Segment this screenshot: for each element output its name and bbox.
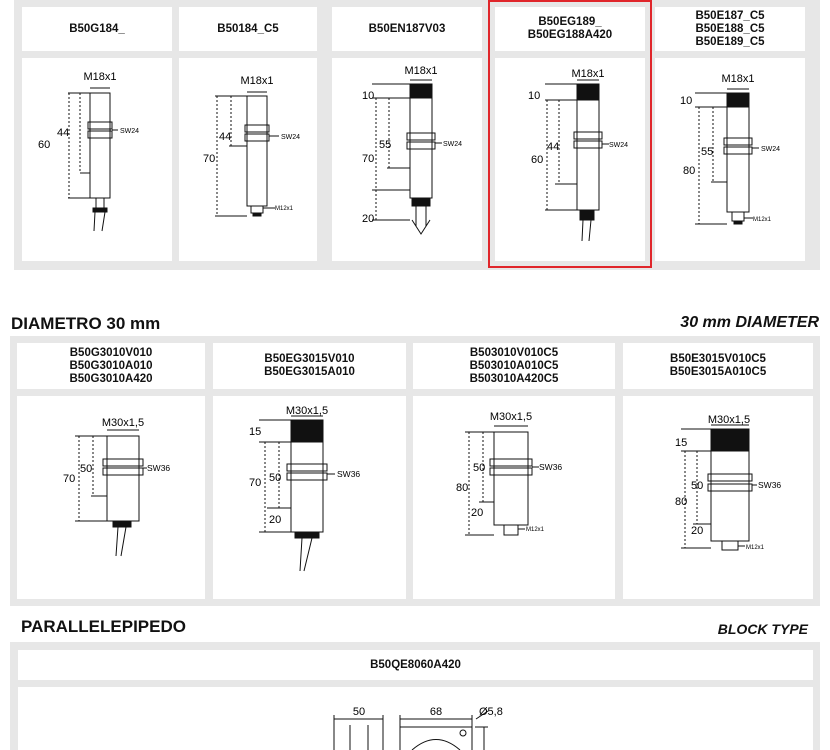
sensor-drawing <box>332 58 482 261</box>
dimension-label: 50 <box>691 480 704 492</box>
product-drawing <box>413 396 615 599</box>
product-title: B50QE8060A420 <box>18 650 813 680</box>
dimension-label: 44 <box>547 141 560 153</box>
dimension-label: 70 <box>63 473 76 485</box>
section-title-it: DIAMETRO 30 mm <box>11 314 161 333</box>
sensor-drawing <box>213 396 406 599</box>
dimension-label: 55 <box>701 146 714 158</box>
sensor-drawing <box>179 58 317 261</box>
product-title: B50E187_C5 B50E188_C5 B50E189_C5 <box>655 7 805 51</box>
product-title: B503010V010C5 B503010A010C5 B503010A420C5 <box>413 343 615 389</box>
connector-label: M12x1 <box>746 545 765 551</box>
dimension-label: 20 <box>269 514 282 526</box>
thread-label: M30x1,5 <box>707 414 751 426</box>
section-title-en: 30 mm DIAMETER <box>680 314 819 331</box>
section-title-en: BLOCK TYPE <box>717 621 808 637</box>
section-title-it: PARALLELEPIPEDO <box>21 617 186 636</box>
dimension-label: 15 <box>675 437 688 449</box>
dimension-label: 70 <box>249 477 262 489</box>
product-drawing <box>623 396 813 599</box>
product-title: B50184_C5 <box>179 7 317 51</box>
wrench-label: SW36 <box>539 462 563 472</box>
thread-label: M18x1 <box>571 68 605 80</box>
dimension-label: 55 <box>379 139 392 151</box>
dimension-label: 44 <box>219 131 232 143</box>
dimension-label: 20 <box>362 213 375 225</box>
dimension-label: 68 <box>429 706 443 718</box>
thread-label: M30x1,5 <box>285 405 329 417</box>
product-drawing <box>22 58 172 261</box>
dimension-label: 50 <box>80 463 93 475</box>
thread-label: M18x1 <box>240 75 274 87</box>
dimension-label: 70 <box>203 153 216 165</box>
dimension-label: 10 <box>362 90 375 102</box>
product-drawing <box>213 396 406 599</box>
dimension-label: 50 <box>352 706 366 718</box>
product-drawing <box>17 396 205 599</box>
dimension-label: 44 <box>57 127 70 139</box>
sensor-drawing <box>413 396 615 599</box>
sensor-drawing <box>623 396 813 599</box>
wrench-label: SW24 <box>281 134 301 141</box>
thread-label: M18x1 <box>404 65 438 77</box>
connector-label: M12x1 <box>753 217 772 223</box>
connector-label: M12x1 <box>526 527 545 533</box>
product-drawing <box>179 58 317 261</box>
product-title: B50E3015V010C5 B50E3015A010C5 <box>623 343 813 389</box>
thread-label: M18x1 <box>721 73 755 85</box>
wrench-label: SW24 <box>120 128 140 135</box>
dimension-label: 80 <box>675 496 688 508</box>
dimension-label: 50 <box>269 472 282 484</box>
dimension-label: 70 <box>362 153 375 165</box>
sensor-drawing <box>495 58 645 261</box>
wrench-label: SW36 <box>147 463 171 473</box>
dimension-label: 80 <box>683 165 696 177</box>
dimension-label: 60 <box>38 139 51 151</box>
product-drawing <box>655 58 805 261</box>
wrench-label: SW24 <box>761 146 781 153</box>
product-title: B50G184_ <box>22 7 172 51</box>
wrench-label: SW36 <box>337 469 361 479</box>
dimension-label: 15 <box>249 426 262 438</box>
dimension-label: Ø5,8 <box>479 706 503 718</box>
connector-label: M12x1 <box>275 206 294 212</box>
dimension-label: 80 <box>456 482 469 494</box>
product-title: B50EG3015V010 B50EG3015A010 <box>213 343 406 389</box>
wrench-label: SW36 <box>758 480 782 490</box>
thread-label: M18x1 <box>83 71 117 83</box>
dimension-label: 50 <box>473 462 486 474</box>
product-drawing <box>332 58 482 261</box>
dimension-label: 20 <box>471 507 484 519</box>
block-sensor-drawing <box>18 687 813 750</box>
dimension-label: 20 <box>691 525 704 537</box>
wrench-label: SW24 <box>443 141 463 148</box>
sensor-drawing <box>22 58 172 261</box>
sensor-drawing <box>17 396 205 599</box>
thread-label: M30x1,5 <box>101 417 145 429</box>
sensor-drawing <box>655 58 805 261</box>
product-drawing <box>18 687 813 750</box>
dimension-label: 60 <box>531 154 544 166</box>
dimension-label: 10 <box>680 95 693 107</box>
product-drawing <box>495 58 645 261</box>
dimension-label: 10 <box>528 90 541 102</box>
product-title: B50EN187V03 <box>332 7 482 51</box>
product-title: B50G3010V010 B50G3010A010 B50G3010A420 <box>17 343 205 389</box>
wrench-label: SW24 <box>609 142 629 149</box>
product-title: B50EG189_ B50EG188A420 <box>495 7 645 51</box>
thread-label: M30x1,5 <box>489 411 533 423</box>
